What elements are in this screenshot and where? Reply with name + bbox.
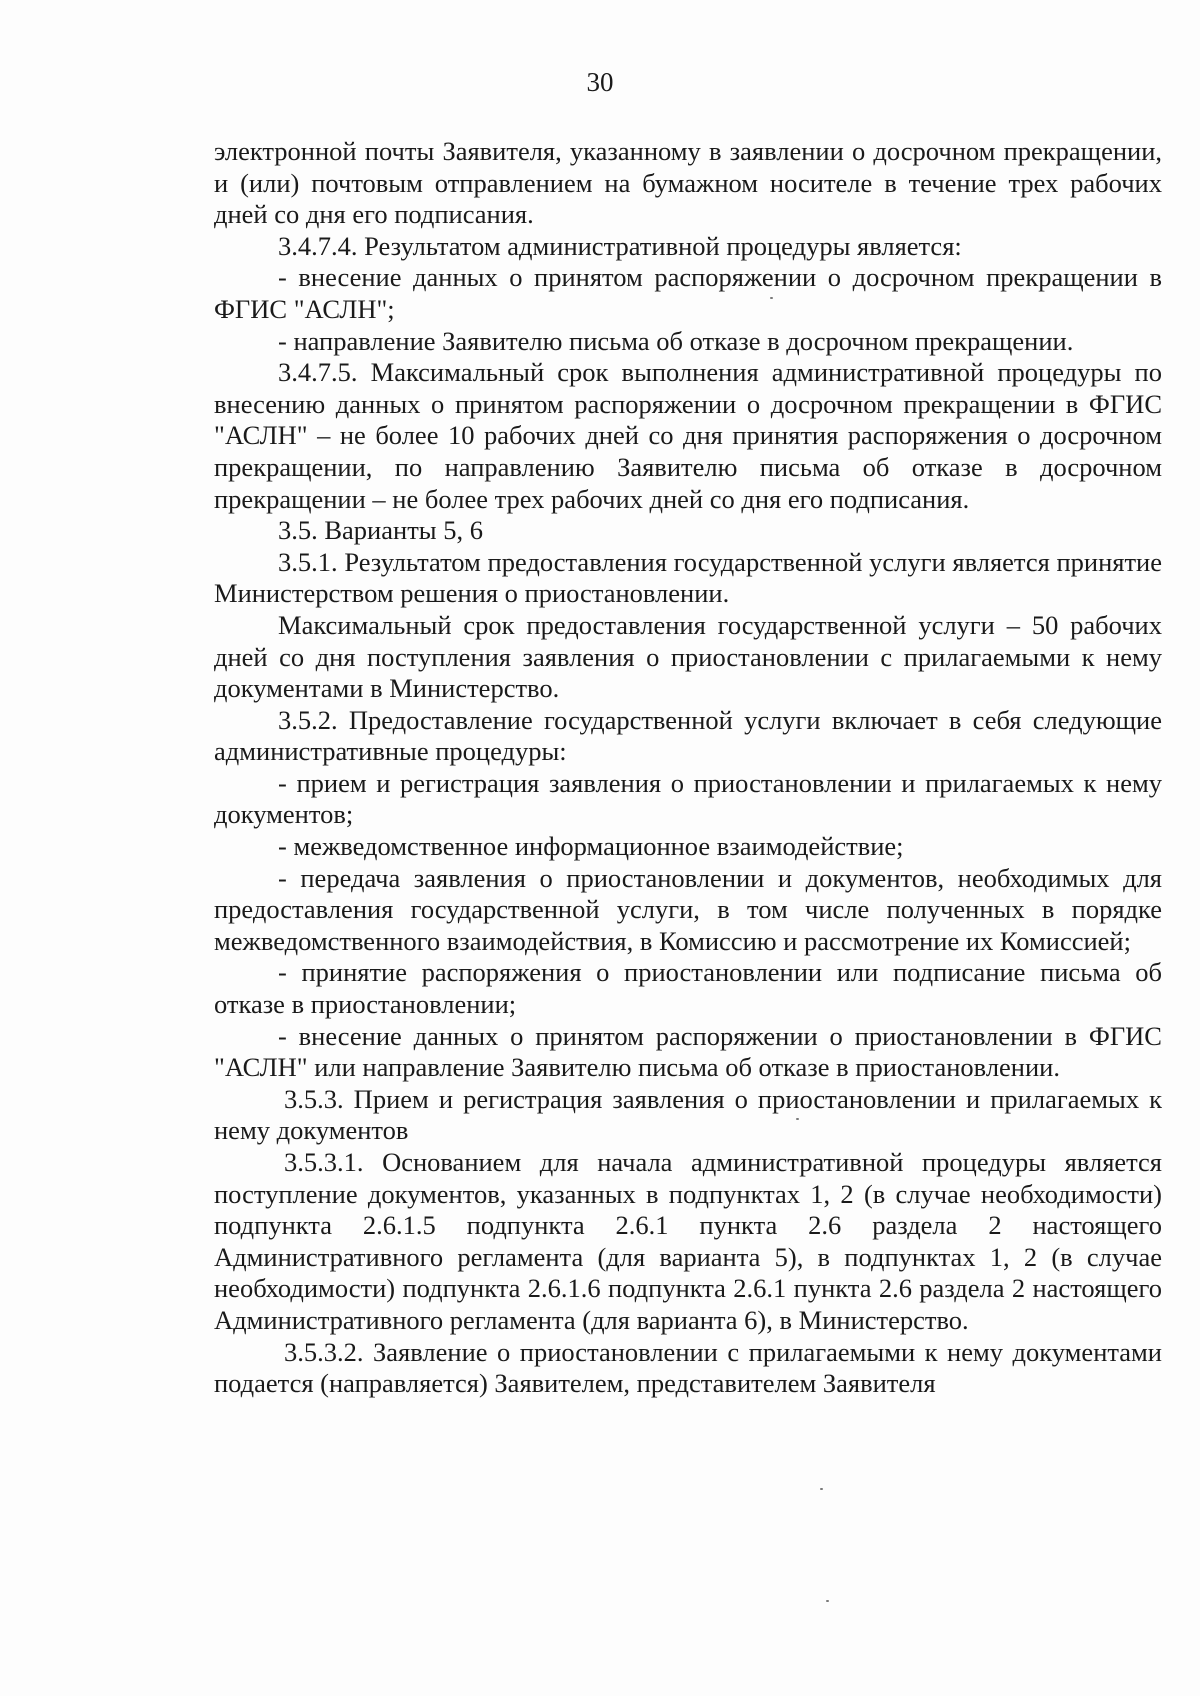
- paragraph-list-item: - межведомственное информационное взаимодействие;: [278, 831, 904, 862]
- section-heading-3-5: 3.5. Варианты 5, 6: [278, 515, 483, 546]
- scan-speck: [826, 1600, 829, 1602]
- scan-speck: [770, 297, 773, 299]
- page-number: 30: [586, 67, 614, 97]
- paragraph-3-5-3: 3.5.3. Прием и регистрация заявления о приостановлении и прилагаемых к нему документов: [214, 1083, 1162, 1146]
- paragraph-list-item: - направление Заявителю письма об отказе в досрочном прекращении.: [278, 325, 1074, 356]
- paragraph-3-5-2: 3.5.2. Предоставление государственной услуги включает в себя следующие административные процедуры:: [214, 704, 1162, 767]
- paragraph-continuation: электронной почты Заявителя, указанному в заявлении о досрочном прекращении, и (или) почтовым отправлением на бумажном носителе в течение трех рабочих дней со дня его подписания.: [214, 136, 1162, 230]
- paragraph-3-4-7-5: 3.4.7.5. Максимальный срок выполнения административной процедуры по внесению данных о принятом распоряжении о досрочном прекращении в ФГИС "АСЛН" – не более 10 рабочих дней со дня принятия распоряжения о досрочном прекращении, по направлению Заявителю письма об отказе в досрочном прекращении – не более трех рабочих дней со дня его подписания.: [214, 357, 1162, 514]
- paragraph-3-5-3-1: 3.5.3.1. Основанием для начала административной процедуры является поступление документов, указанных в подпунктах 1, 2 (в случае необходимости) подпункта 2.6.1.5 подпункта 2.6.1 пункта 2.6 раздела 2 настоящего Административного регламента (для варианта 5), в подпунктах 1, 2 (в случае необходимости) подпункта 2.6.1.6 подпункта 2.6.1 пункта 2.6 раздела 2 настоящего Административного регламента (для варианта 6), в Министерство.: [214, 1147, 1162, 1335]
- paragraph-3-5-1: 3.5.1. Результатом предоставления государственной услуги является принятие Министерством решения о приостановлении.: [214, 546, 1162, 609]
- paragraph-3-5-3-2: 3.5.3.2. Заявление о приостановлении с прилагаемыми к нему документами подается (направляется) Заявителем, представителем Заявителя: [214, 1336, 1162, 1399]
- paragraph-max-term: Максимальный срок предоставления государственной услуги – 50 рабочих дней со дня поступления заявления о приостановлении с прилагаемыми к нему документами в Министерство.: [214, 609, 1162, 704]
- paragraph-list-item: - принятие распоряжения о приостановлении или подписание письма об отказе в приостановлении;: [214, 957, 1162, 1020]
- paragraph-list-item: - прием и регистрация заявления о приостановлении и прилагаемых к нему документов;: [214, 767, 1162, 830]
- paragraph-list-item: - внесение данных о принятом распоряжении о досрочном прекращении в ФГИС "АСЛН";: [214, 262, 1162, 324]
- paragraph-list-item: - передача заявления о приостановлении и документов, необходимых для предоставления государственной услуги, в том числе полученных в порядке межведомственного взаимодействия, в Комиссию и рассмотрение их Комиссией;: [214, 862, 1162, 956]
- scan-speck: [820, 1488, 823, 1490]
- paragraph-list-item: - внесение данных о принятом распоряжении о приостановлении в ФГИС "АСЛН" или направление Заявителю письма об отказе в приостановлении.: [214, 1020, 1162, 1083]
- document-body: [214, 136, 1162, 1400]
- paragraph-3-4-7-4: 3.4.7.4. Результатом административной процедуры является:: [278, 230, 962, 261]
- scan-speck: [796, 1118, 799, 1120]
